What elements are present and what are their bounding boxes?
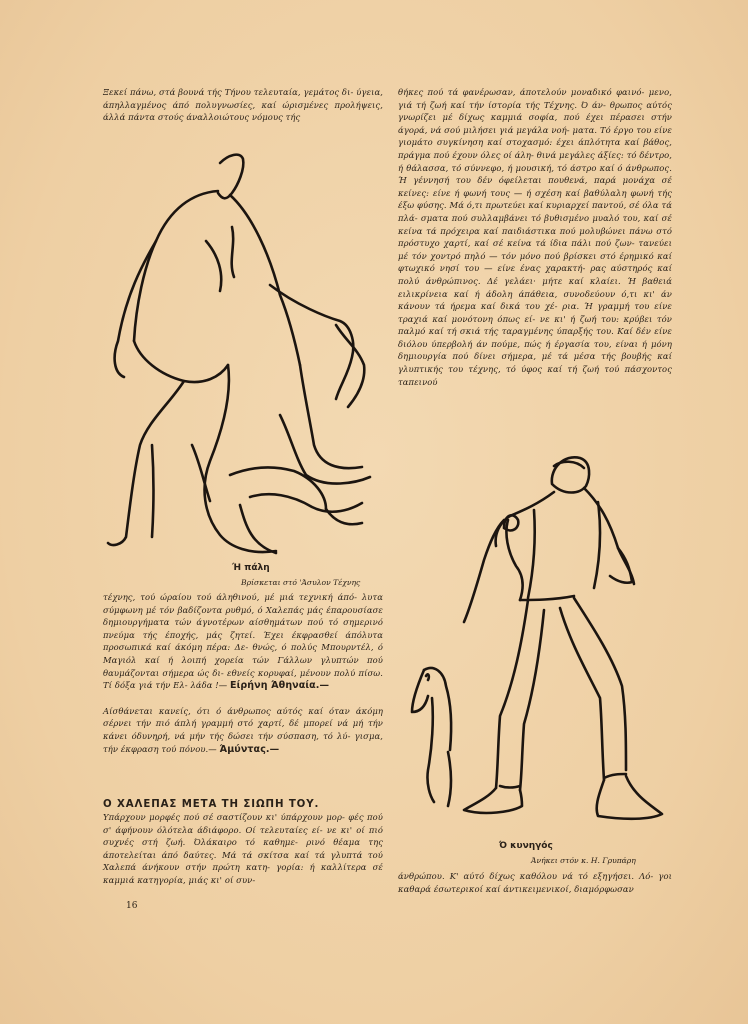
sketch-line bbox=[464, 788, 522, 813]
sketch-line bbox=[597, 776, 662, 819]
caption-title-2: Ό κυνηγός bbox=[499, 841, 553, 851]
sketch-line bbox=[500, 786, 520, 788]
sketch-line bbox=[528, 510, 535, 598]
sketch-line bbox=[426, 674, 429, 680]
sketch-line bbox=[240, 505, 276, 553]
right-column-top bbox=[398, 86, 672, 388]
sketch-line bbox=[134, 191, 218, 341]
sketch-line bbox=[594, 502, 600, 588]
bottom-paragraph-right: άνθρώπου. Κ' αύτό δίχως καθόλου νά τό εξηγήσει. Λό- γοι καθαρά έσωτερικοί καί άντικειμενικοί, διαμόρφωσαν bbox=[398, 871, 672, 894]
sketch-line bbox=[604, 774, 626, 778]
sketch-line bbox=[134, 341, 228, 382]
top-paragraph-left: Ξεκεί πάνω, στά βουνά τής Τήνου τελευταία, γεμάτος δι- ύγεια, άπηλλαγμένος άπό πολυγνωσίες, καί ώρισμένες προλήψεις, άλλά πάντα στούς άναλλοιώτους νόμους τής bbox=[103, 87, 383, 123]
sketch-line bbox=[218, 155, 243, 199]
signature-amyntas: Άμύντας.— bbox=[219, 743, 280, 755]
top-paragraph-right: θήκες πού τά φανέρωσαν, άποτελούν μοναδικό φαινό- μενο, γιά τή ζωή καί τήν ίστορία τής Τέχνης. Ό άν- θρωπος αύτός γνωρίζει μέ δίχως καμμιά σοφία, πού έχει πέρασει στήν άγορά, νά σού μιλήσει γιά μεγάλα νοή- ματα. Τό έργο του είνε γιομάτο συγκίνηση καί στοχασμό: έχει άπλότητα καί βάθος, πράγμα πού έχουν όλες οί άλη- θινά μεγάλες άξίες: τό δέντρο, ή θάλασσα, τό σύννεφο, ή μουσική, τό άστρο καί ό άνθρωπος. Ή γέννησή του δέν όφείλεται πουθενά, παρά μονάχα σέ κείνες: είνε ή φωνή τους — ή σχέση καί βαθύλαλη φωνή τής έξω φύσης. Μά ό,τι πρωτεύει καί κυριαρχεί παντού, σέ όλα τά πλά- σματα πού συλλαμβάνει τό βυθισμένο μυαλό του, καί σέ κείνα τά πρόχειρα καί παιδιάστικα πού μολυβώνει πάνω στό πρόστυχο χαρτί, καί σέ κείνα τά ίδια πάλι πού ζων- τανεύει μέ τόν χοντρό πηλό — τόν μόνο πού βρίσκει στό έρημικό καί φτωχικό νησί του — είνε ένας χαρακτή- ρας αύστηρός καί πολύ άνθρώπινος. Δέ γελάει· μήτε καί κλαίει. Ή βαθειά ειλικρίνεια καί ή άδολη άπάθεια, συνοδεύουν ό,τι κι' άν κάνουν τά ήρεμα καί δικά του χέ- ρια. Ή γραμμή του είνε τραχιά καί μονότονη όπως εί- νε κι' ή ζωή του: κρύβει τόν παλμό καί τή σκιά τής ταραγμένης ύπαρξής του. Καί δέν είνε διόλου ύπερβολή άν πούμε, πώς ή έργασία του, είναι ή μόνη δημιουργία πού δίνει σήμερα, μέ τά μέσα τής βουβής καί γλυπτικής του τέχνης, τό ύφος καί τή ζωή τού πάσχοντος ταπεινού bbox=[398, 87, 672, 387]
sketch-line bbox=[610, 548, 632, 583]
left-column-top bbox=[103, 86, 383, 124]
sketch-line bbox=[108, 381, 184, 545]
section-heading: Ο ΧΑΛΕΠΑΣ ΜΕΤΑ ΤΗ ΣΙΩΠΗ ΤΟΥ. bbox=[103, 799, 320, 810]
right-column-bottom bbox=[398, 870, 672, 895]
caption-location-1: Βρίσκεται στό 'Άσυλον Τέχνης bbox=[241, 578, 361, 587]
sketch-line bbox=[506, 520, 522, 600]
wrestling-sketch bbox=[100, 145, 380, 565]
paragraph-after-image: τέχνης, τού ώραίου τού άληθινού, μέ μιά τεχνική άπό- λυτα σύμφωνη μέ τόν βαδίζοντα ρυθμό, ό Χαλεπάς μάς έπαρουσίασε δημιουργήματα τών άγνοτέρων αίσθημάτων πού τό σημερινό πνεύμα τής έποχής, μάς ζητεί. Έχει έκφρασθεί άπόλυτα προσωπικά καί άκόμη πέρα: Δε- θνώς, ό πολύς Μπουρντέλ, ό Μαγιόλ καί ή λοιπή χορεία τών Γάλλων γλυπτών πού θαυμάζονται σήμερα ώς δι- εθνείς κορυφαί, μένουν πολύ πίσω. Τί δόξα γιά τήν Ελ- λάδα !— bbox=[103, 592, 383, 691]
sketch-line bbox=[280, 415, 370, 484]
sketch-line bbox=[520, 610, 544, 790]
paragraph-amyntas: Αίσθάνεται κανείς, ότι ό άνθρωπος αύτός καί όταν άκόμη σέρνει τήν πιό άπλή γραμμή στό χαρτί, δέ μπορεί νά μή τήν κάνει όδυνηρή, νά μήν τής δώσει τήν σύσπαση, τό λύ- γισμα, τήν έκφραση τού πόνου.— bbox=[103, 705, 383, 754]
sketch-line bbox=[230, 195, 300, 365]
sketch-line bbox=[464, 520, 504, 622]
sketch-line bbox=[574, 598, 626, 770]
sketch-line bbox=[448, 752, 451, 806]
sketch-line bbox=[152, 445, 154, 537]
sketch-line bbox=[206, 241, 221, 291]
sketch-line bbox=[250, 494, 362, 512]
hunter-sketch bbox=[404, 450, 674, 835]
page-number: 16 bbox=[126, 901, 138, 911]
sketch-line bbox=[232, 227, 234, 277]
sketch-line bbox=[115, 241, 156, 377]
sketch-line bbox=[205, 365, 276, 552]
caption-owner-2: Άνήκει στόν κ. Η. Γρυπάρη bbox=[531, 856, 636, 865]
section-paragraph: Υπάρχουν μορφές πού σέ σαστίζουν κι' ύπάρχουν μορ- φές πού σ' άφήνουν όλότελα άδιάφορο. Οί τελευταίες εί- νε κι' οί πιό συχνές στή ζωή. Όλάκαιρο τό καθημε- ρινό θέαμα της άποτελείται άπό δαύτες. Μά τά σκίτσα καί τά γλυπτά τού Χαλεπά άνήκουν στήν πρώτη κατη- γορία: ή καλλίτερα σέ καμμιά κατηγορία, μιάς κι' οί συν- bbox=[103, 812, 383, 885]
sketch-line bbox=[230, 468, 326, 509]
left-column-middle bbox=[103, 591, 383, 756]
sketch-line bbox=[427, 698, 434, 802]
sketch-line bbox=[584, 488, 634, 584]
caption-title-1: Ή πάλη bbox=[232, 563, 270, 573]
sketch-line bbox=[300, 365, 362, 468]
left-column-bottom bbox=[103, 811, 383, 887]
signature-irini: Είρήνη Άθηναία.— bbox=[230, 680, 330, 692]
